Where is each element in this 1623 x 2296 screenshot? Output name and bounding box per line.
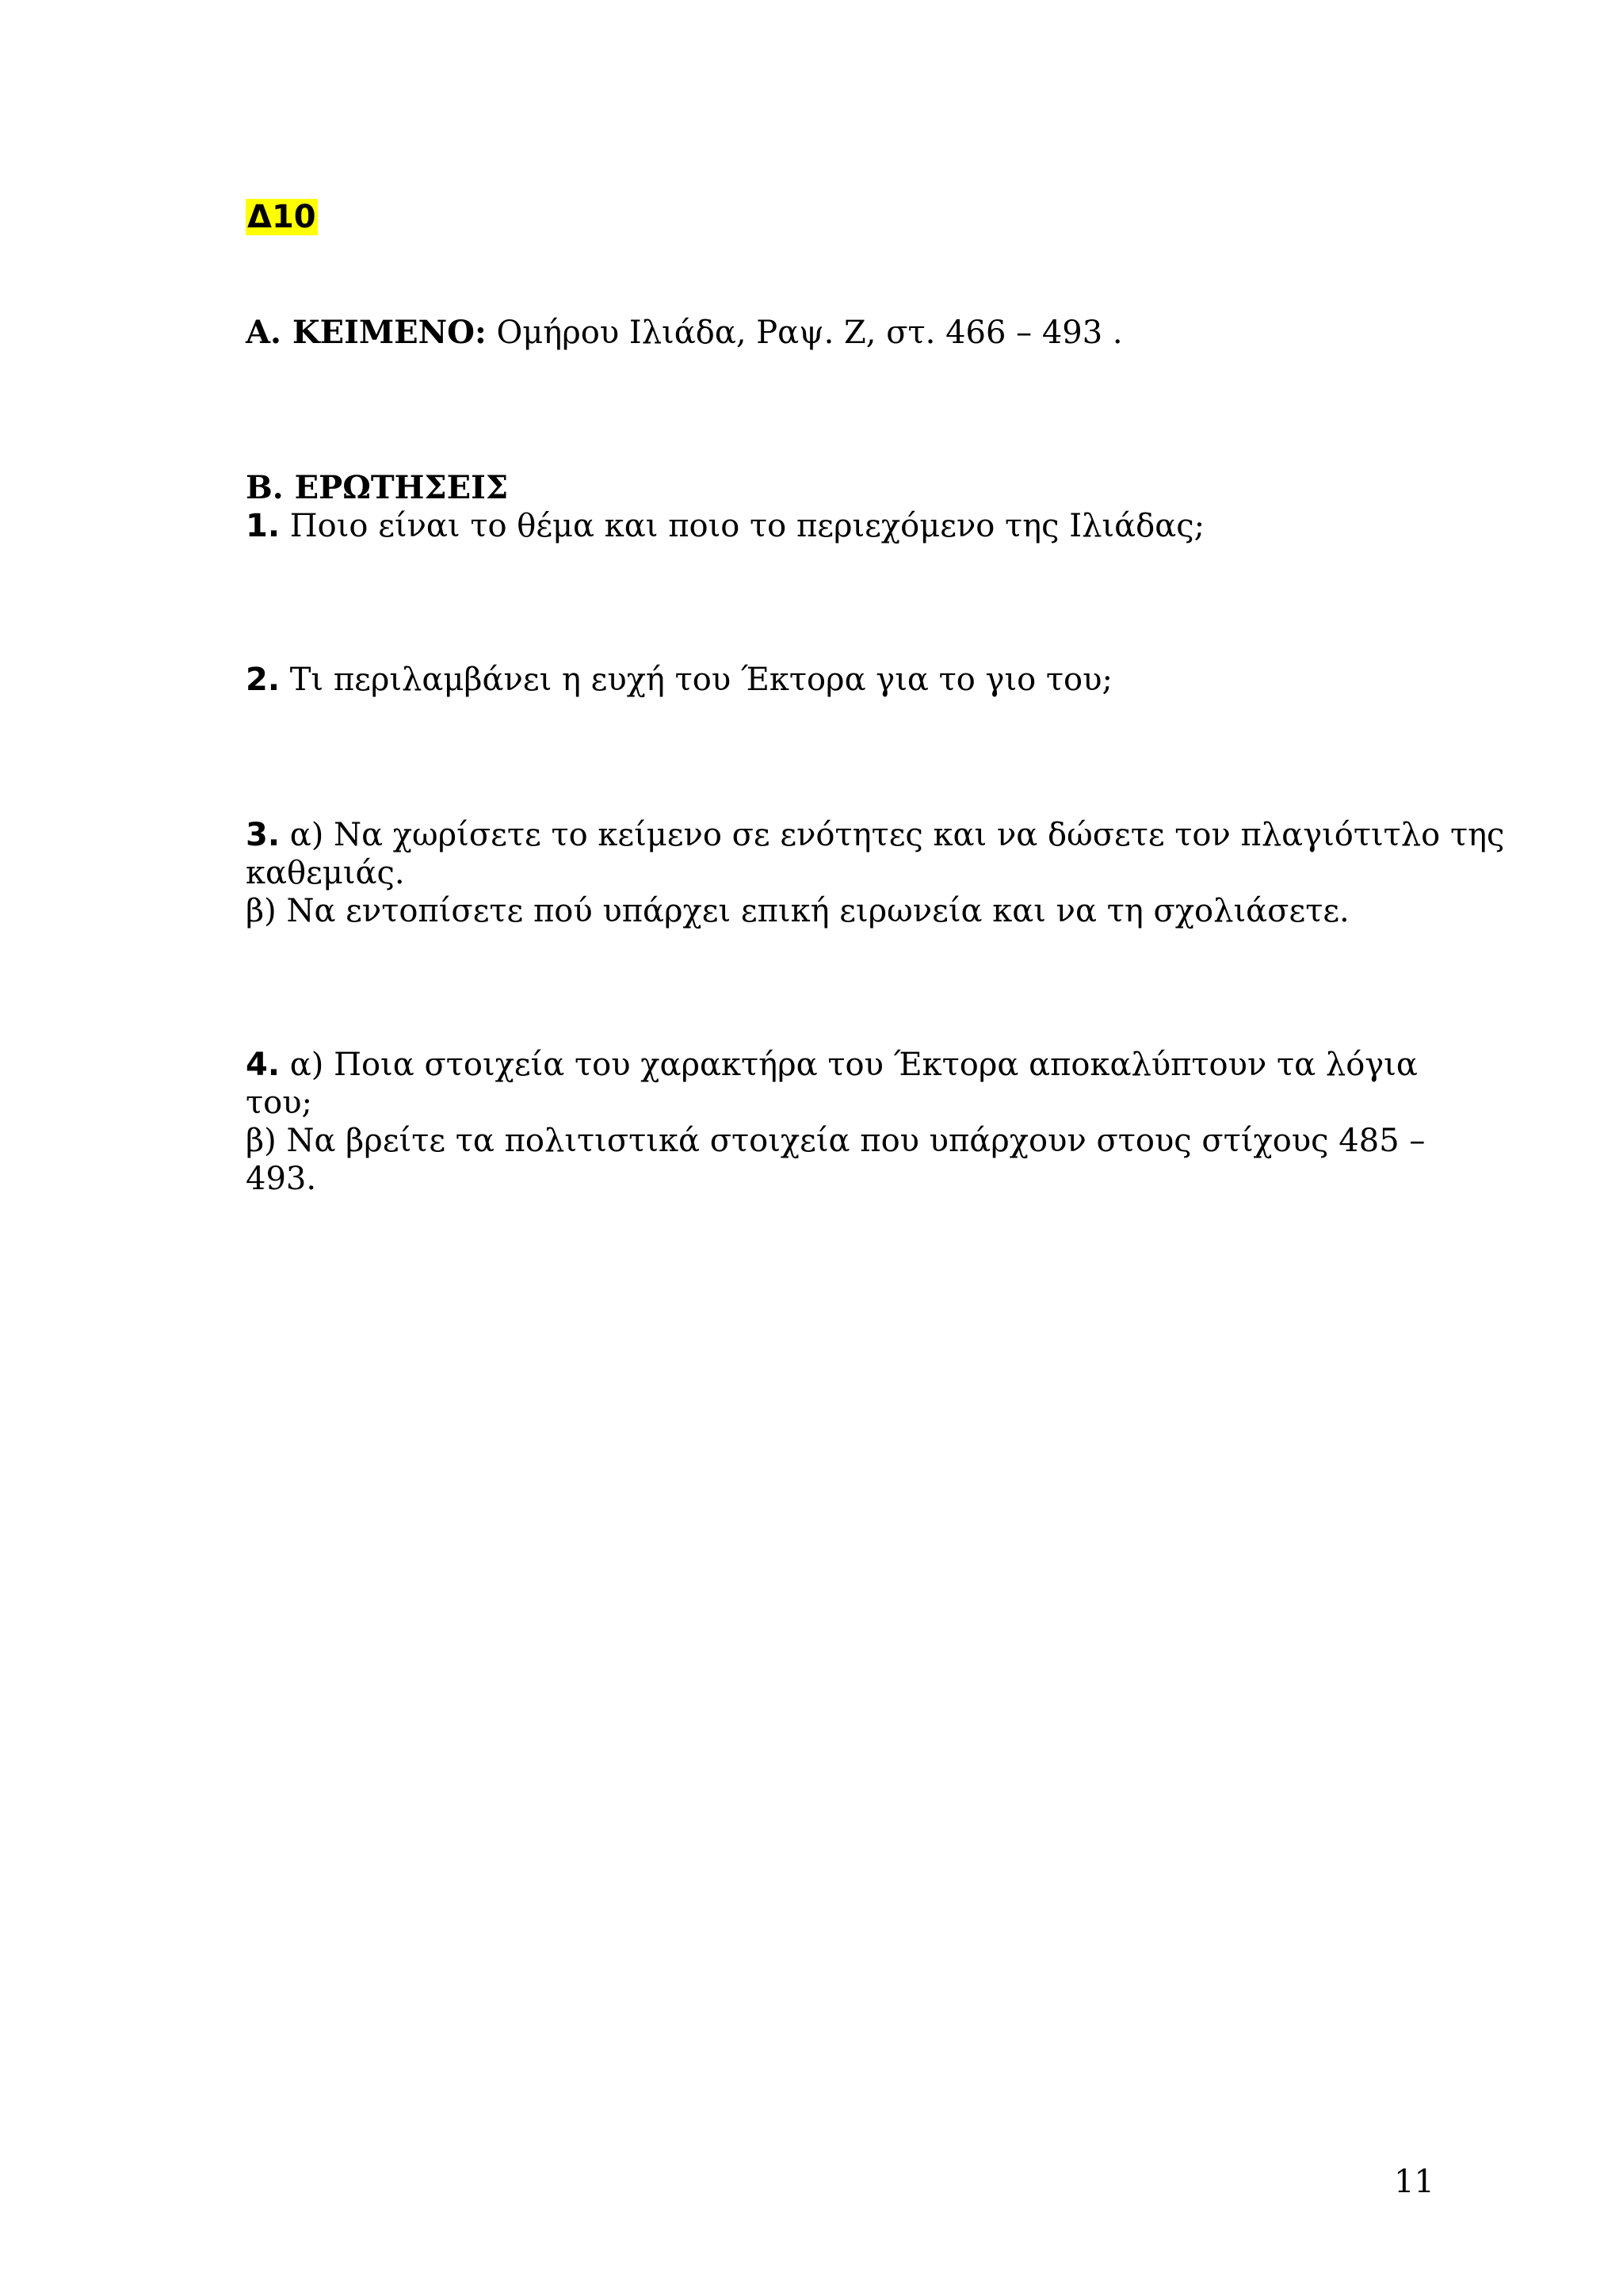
document-code — [246, 198, 1411, 236]
text-section-label: Α. ΚΕΙΜΕΝΟ: — [246, 314, 487, 351]
question-number: 3. — [246, 817, 281, 853]
question-text: Τι περιλαμβάνει η ευχή του Έκτορα για το γιο του; — [289, 662, 1113, 698]
question-3 — [246, 816, 1505, 930]
question-text: του; — [246, 1085, 313, 1121]
question-text: 493. — [246, 1161, 317, 1197]
question-number: 2. — [246, 662, 281, 698]
question-text: β) Να εντοπίσετε πού υπάρχει επική ειρωνεία και να τη σχολιάσετε. — [246, 893, 1350, 929]
question-text: Ποιο είναι το θέμα και ποιο το περιεχόμενο της Ιλιάδας; — [289, 508, 1205, 544]
question-number: 4. — [246, 1047, 281, 1083]
document-code-highlight: Δ10 — [247, 199, 316, 235]
question-4 — [246, 1046, 1426, 1198]
text-section — [246, 314, 1411, 352]
questions-heading: Β. ΕΡΩΤΗΣΕΙΣ — [246, 469, 509, 506]
question-text: β) Να βρείτε τα πολιτιστικά στοιχεία που υπάρχουν στους στίχους 485 – — [246, 1123, 1426, 1159]
question-1 — [246, 507, 1411, 545]
question-text: α) Να χωρίσετε το κείμενο σε ενότητες και να δώσετε τον πλαγιότιτλο της — [289, 817, 1505, 853]
question-text: καθεμιάς. — [246, 855, 405, 891]
question-number: 1. — [246, 508, 281, 544]
text-section-value: Ομήρου Ιλιάδα, Ραψ. Ζ, στ. 466 – 493 . — [496, 315, 1123, 351]
question-text: α) Ποια στοιχεία του χαρακτήρα του Έκτορα αποκαλύπτουν τα λόγια — [289, 1047, 1418, 1083]
page-number: 11 — [1394, 2164, 1434, 2200]
question-2 — [246, 661, 1411, 699]
